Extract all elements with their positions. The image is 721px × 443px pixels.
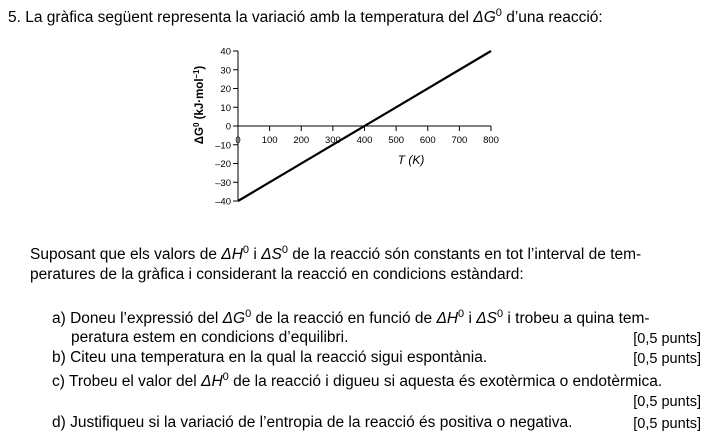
x-tick-label: 400 [356, 135, 373, 146]
question-intro: La gràfica següent representa la variació amb la temperatura del [25, 9, 474, 26]
item-d-points: [0,5 punts] [633, 416, 701, 432]
y-tick-label: –30 [215, 177, 231, 189]
paragraph-line-1: Suposant que els valors de $\Delta H^0$ i $\Delta S^0$ de la reacció són constants en tot l’interval de tem- [30, 244, 642, 263]
delta-h-symbol: ΔH [221, 246, 243, 263]
item-c-points: [0,5 punts] [633, 394, 701, 410]
y-tick-label: 20 [220, 84, 231, 95]
y-tick-label: 40 [220, 46, 231, 58]
x-tick-label: 300 [324, 135, 341, 146]
item-a-points: [0,5 punts] [633, 331, 701, 347]
item-a-line-2: peratura estem en condicions d’equilibri. [71, 329, 349, 346]
delta-g-symbol: ΔG [473, 9, 496, 26]
delta-g-superscript: 0 [495, 7, 502, 19]
y-axis-label: $\Delta G^0$ (kJ·mol$^{-1}$) [192, 65, 206, 145]
y-tick-label: –10 [215, 140, 231, 152]
y-tick-label: –20 [215, 159, 231, 170]
paragraph-line-2: peratures de la gràfica i considerant la reacció en condicions estàndard: [30, 266, 524, 283]
question-number: 5. [8, 9, 21, 26]
y-tick-label: 30 [220, 65, 231, 77]
x-tick-label: 700 [451, 135, 468, 146]
x-tick-label: 200 [293, 135, 310, 146]
y-tick-label: 0 [225, 121, 231, 133]
item-c-text: c) Trobeu el valor del $\Delta H^0$ de la reacció i digueu si aquesta és exotèrmica o endotèrmica. [52, 371, 663, 390]
x-tick-label: 500 [388, 135, 405, 146]
x-tick-label: 0 [235, 135, 241, 146]
y-tick-label: 10 [220, 102, 231, 114]
delta-s-symbol: ΔS [261, 246, 282, 263]
item-d-text: d) Justifiqueu si la variació de l’entropia de la reacció és positiva o negativa. [52, 414, 573, 431]
x-tick-label: 800 [483, 135, 499, 146]
x-axis-label: T (K) [397, 153, 425, 167]
question-intro-end: d’una reacció: [501, 9, 603, 26]
y-tick-label: –40 [215, 196, 231, 208]
x-tick-label: 600 [419, 135, 436, 146]
x-tick-label: 100 [261, 135, 278, 146]
item-b-points: [0,5 punts] [633, 351, 701, 367]
item-a-line-1: a) Doneu l’expressió del $\Delta G^0$ de la reacció en funció de $\Delta H^0$ i $\Delta S^0$ i trobeu a quina tem- [52, 308, 650, 327]
item-b-text: b) Citeu una temperatura en la qual la reacció sigui espontània. [52, 349, 488, 366]
